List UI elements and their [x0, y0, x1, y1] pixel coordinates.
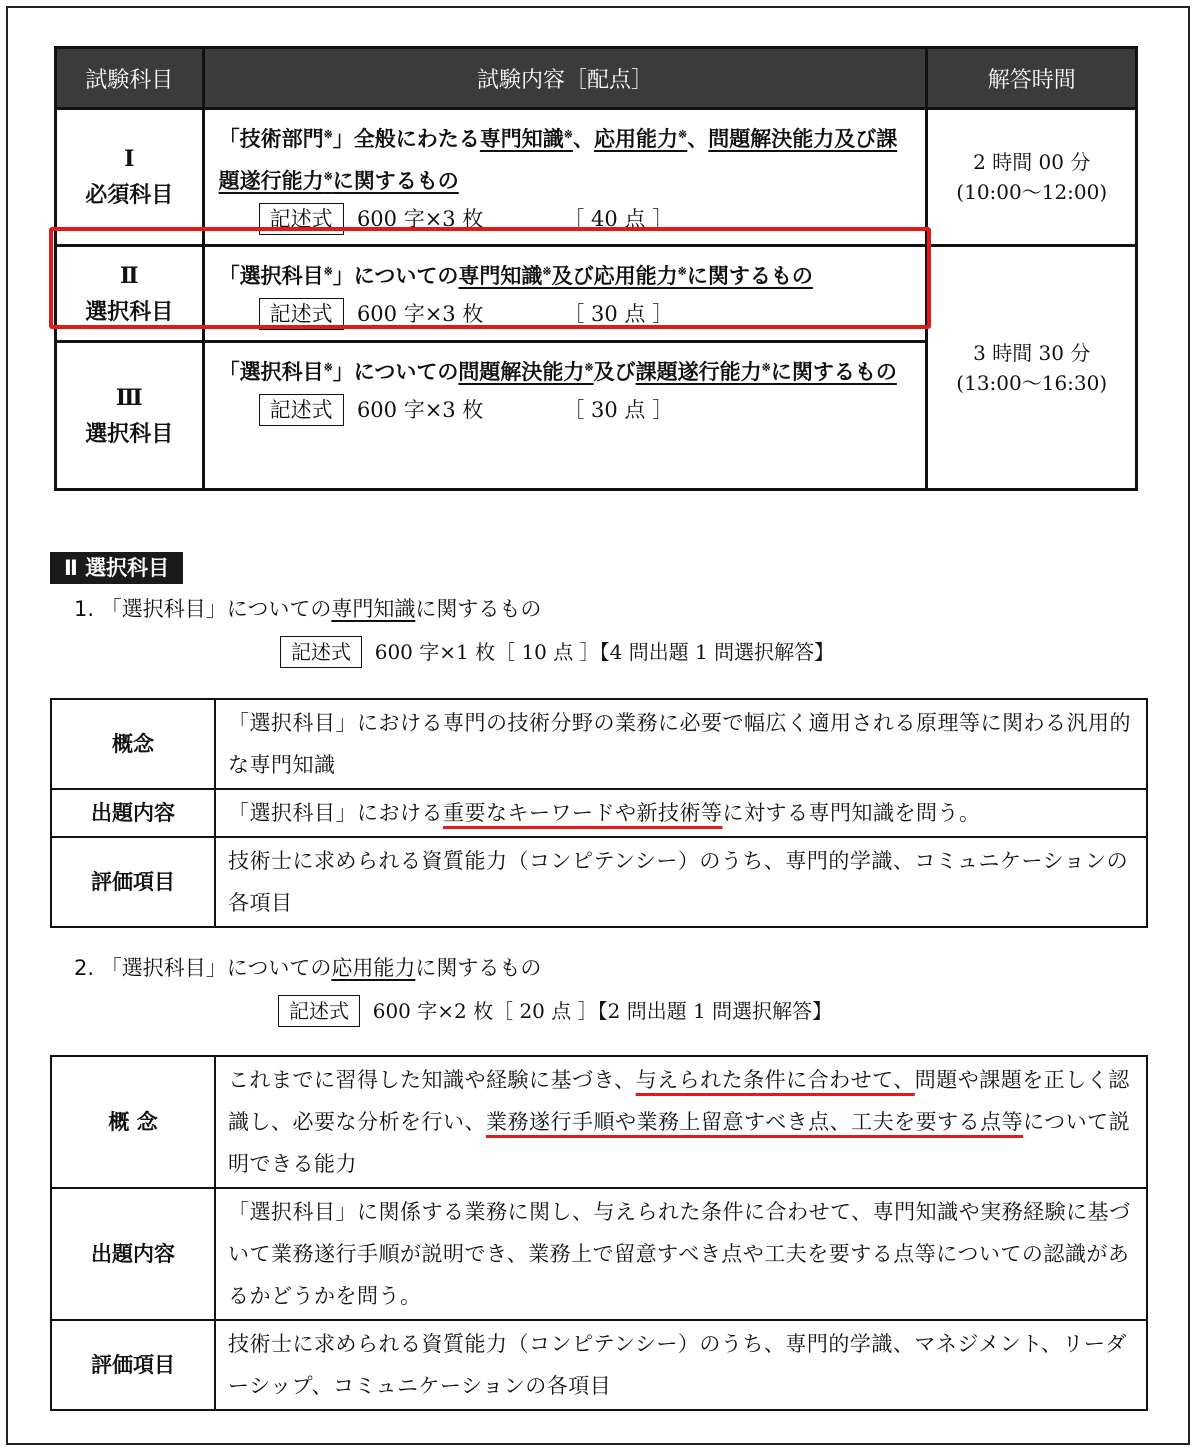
subject-name: 必須科目: [85, 182, 174, 208]
time-cell-2: 3 時間 30 分 (13:00～16:30): [927, 246, 1137, 490]
table-row: [51, 837, 1147, 927]
item2-format-line: 記述式 600 字×2 枚［ 20 点 ］【2 問出題 1 問選択解答】: [278, 995, 832, 1027]
table-row: [51, 1188, 1147, 1320]
item1-format-line: 記述式 600 字×1 枚［ 10 点 ］【4 問出題 1 問選択解答】: [280, 636, 834, 668]
content-text: 「技術部門※」全般にわたる専門知識※、応用能力※、問題解決能力及び課題遂行能力※に関するもの: [218, 126, 898, 193]
section-title: Ⅱ 選択科目: [50, 552, 183, 584]
header-subject: 試験科目: [56, 48, 204, 109]
summary-row-1: [56, 109, 1137, 246]
red-underline-text: 重要なキーワードや新技術等: [443, 801, 723, 825]
row-head: 出題内容: [51, 1188, 215, 1320]
content-text: 「選択科目※」についての専門知識※及び応用能力※に関するもの: [218, 263, 813, 288]
summary-header-row: [56, 48, 1137, 109]
row-body: 技術士に求められる資質能力（コンピテンシー）のうち、専門的学識、コミュニケーションの各項目: [215, 837, 1147, 927]
item2-heading: 2. 「選択科目」についての応用能力に関するもの: [74, 956, 542, 980]
format-line: 記述式 600 字×3 枚 ［ 30 点 ］: [219, 391, 916, 429]
content-cell-3: [203, 342, 927, 490]
format-badge: 記述式: [259, 298, 344, 330]
red-underline-text: 与えられた条件に合わせて、: [635, 1068, 915, 1092]
header-content: 試験内容［配点］: [203, 48, 927, 109]
subject-cell-3: [56, 342, 204, 490]
red-underline-text: 業務遂行手順や業務上留意すべき点、工夫を要する点等: [486, 1110, 1024, 1134]
time-cell-1: 2 時間 00 分 (10:00～12:00): [927, 109, 1137, 246]
item1-heading: 1. 「選択科目」についての専門知識に関するもの: [74, 597, 542, 621]
row-head: 出題内容: [51, 789, 215, 837]
row-body: 「選択科目」における重要なキーワードや新技術等に対する専門知識を問う。: [215, 789, 1147, 837]
table-row: [51, 1320, 1147, 1410]
format-badge: 記述式: [259, 394, 344, 426]
table-row: [51, 699, 1147, 789]
subject-num: Ⅲ: [115, 384, 143, 411]
header-time: 解答時間: [927, 48, 1137, 109]
row-body: 「選択科目」における専門の技術分野の業務に必要で幅広く適用される原理等に関わる汎用的な専門知識: [215, 699, 1147, 789]
row-head: 評価項目: [51, 837, 215, 927]
row-head: 評価項目: [51, 1320, 215, 1410]
table-row: [51, 789, 1147, 837]
table-row: [51, 1056, 1147, 1188]
content-text: 「選択科目※」についての問題解決能力※及び課題遂行能力※に関するもの: [218, 359, 897, 384]
format-line: 記述式 600 字×3 枚 ［ 40 点 ］: [219, 200, 916, 238]
content-cell-1: [203, 109, 927, 246]
item1-table: [50, 698, 1148, 928]
row-body: 技術士に求められる資質能力（コンピテンシー）のうち、専門的学識、マネジメント、リーダーシップ、コミュニケーションの各項目: [215, 1320, 1147, 1410]
format-badge: 記述式: [278, 995, 360, 1027]
subject-name: 選択科目: [85, 298, 174, 325]
format-badge: 記述式: [280, 636, 362, 668]
highlight-box-selected-subject: [49, 227, 931, 329]
subject-num: Ⅰ: [124, 146, 135, 172]
format-badge: 記述式: [259, 203, 344, 235]
subject-num: Ⅱ: [120, 262, 139, 289]
row-head: 概 念: [51, 1056, 215, 1188]
subject-cell-1: [56, 109, 204, 246]
row-head: 概念: [51, 699, 215, 789]
subject-name: 選択科目: [85, 420, 174, 447]
row-body: これまでに習得した知識や経験に基づき、与えられた条件に合わせて、問題や課題を正しく認識し、必要な分析を行い、業務遂行手順や業務上留意すべき点、工夫を要する点等について説明できる能力: [215, 1056, 1147, 1188]
item2-table: [50, 1055, 1148, 1411]
row-body: 「選択科目」に関係する業務に関し、与えられた条件に合わせて、専門知識や実務経験に基づいて業務遂行手順が説明でき、業務上で留意すべき点や工夫を要する点等についての認識があるかどうかを問う。: [215, 1188, 1147, 1320]
format-line: 記述式 600 字×3 枚 ［ 30 点 ］: [219, 295, 916, 333]
